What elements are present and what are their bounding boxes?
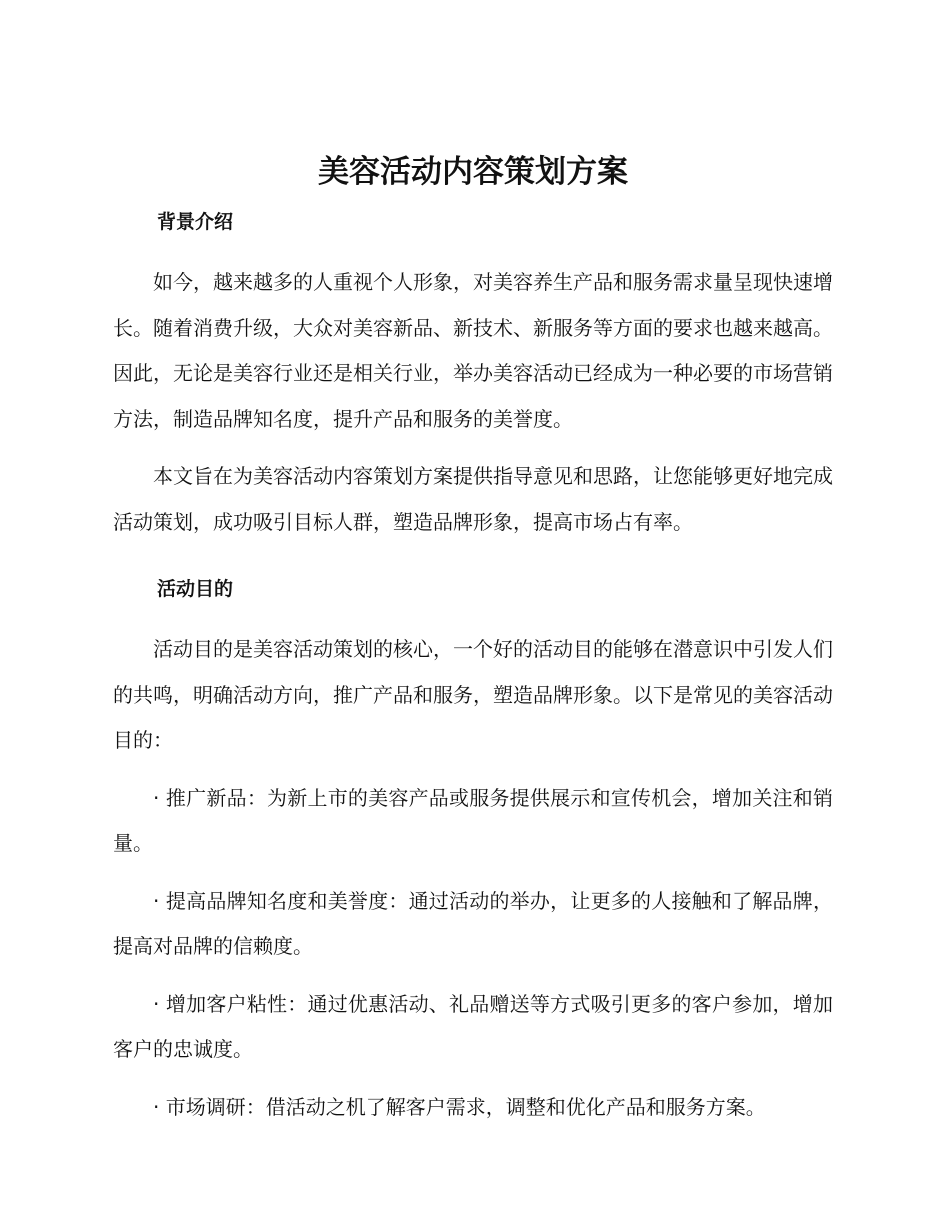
section-heading-background: 背景介绍 bbox=[157, 211, 234, 233]
background-paragraph-1: 如今，越来越多的人重视个人形象，对美容养生产品和服务需求量呈现快速增长。随着消费升级，大众对美容新品、新技术、新服务等方面的要求也越来越高。因此，无论是美容行业还是相关行业，举办美容活动已经成为一种必要的市场营销方法，制造品牌知名度，提升产品和服务的美誉度。 bbox=[113, 270, 833, 431]
objective-list-item-new-products: · 推广新品：为新上市的美容产品或服务提供展示和宣传机会，增加关注和销量。 bbox=[113, 785, 833, 855]
document-title: 美容活动内容策划方案 bbox=[318, 154, 628, 190]
objective-list-item-customer-loyalty: · 增加客户粘性：通过优惠活动、礼品赠送等方式吸引更多的客户参加，增加客户的忠诚度。 bbox=[113, 991, 833, 1061]
section-heading-objectives: 活动目的 bbox=[157, 578, 234, 600]
objective-list-item-brand-awareness: · 提高品牌知名度和美誉度：通过活动的举办，让更多的人接触和了解品牌，提高对品牌的信赖度。 bbox=[113, 888, 833, 958]
document-content bbox=[113, 148, 833, 1130]
objective-list-item-market-research: · 市场调研：借活动之机了解客户需求，调整和优化产品和服务方案。 bbox=[153, 1094, 766, 1119]
objectives-paragraph: 活动目的是美容活动策划的核心，一个好的活动目的能够在潜意识中引发人们的共鸣，明确活动方向，推广产品和服务，塑造品牌形象。以下是常见的美容活动目的： bbox=[113, 637, 833, 752]
background-paragraph-2: 本文旨在为美容活动内容策划方案提供指导意见和思路，让您能够更好地完成活动策划，成功吸引目标人群，塑造品牌形象，提高市场占有率。 bbox=[113, 464, 833, 534]
